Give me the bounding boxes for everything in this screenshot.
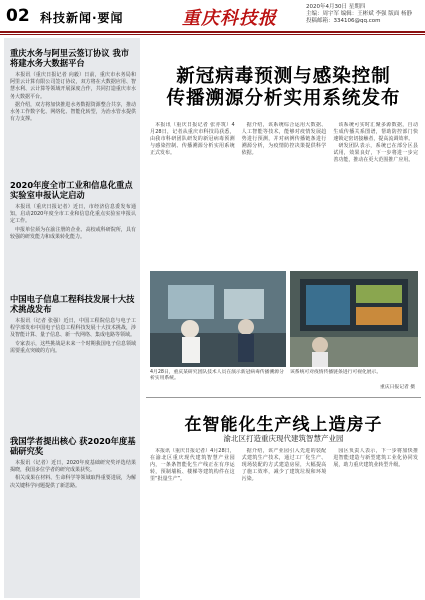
- page-header: [0, 0, 425, 40]
- lead-headline: [146, 66, 421, 110]
- story-paragraph: 园区负责人表示，下一步将加快推进智能建造与新型建筑工业化协同发展，助力重庆建筑业转型升级。: [333, 448, 418, 469]
- article-body: [10, 318, 136, 355]
- photo-caption-2: 该系统可对疫情传播链条进行可视化展示。: [290, 370, 382, 375]
- story-paragraph: 研发团队表示，系统已在部分区县试用，效果良好，下一步将进一步完善功能，推动在更大范围推广应用。: [333, 143, 418, 164]
- headline-line-2: 传播溯源分析实用系统发布: [166, 88, 401, 109]
- section-title: 科技新闻·要闻: [40, 11, 124, 25]
- issue-meta: [306, 4, 412, 25]
- news-photo-screen: [290, 271, 418, 367]
- sidebar-article-1: [10, 48, 136, 124]
- photo-credit: 重庆日报记者 摄: [380, 385, 416, 390]
- story-paragraph: 本报讯（重庆日报记者 张亦筑）4月28日，记者从重庆市科技局获悉，由我市科研团队研发的新冠病毒预测与感染控制、传播溯源分析实用系统正式发布。: [150, 122, 235, 157]
- story-divider: [146, 397, 421, 398]
- article-title: 重庆水务与阿里云签订协议 我市将建水务大数据平台: [10, 48, 130, 68]
- issue-date: 2020年4月30日 星期四: [306, 4, 366, 10]
- article-title: 中国电子信息工程科技发展十大技术挑战发布: [10, 294, 135, 314]
- article-body: [10, 72, 136, 123]
- news-photo-lab: [150, 271, 286, 367]
- article-paragraph: 本报讯（重庆日报记者 向毅）日前，重庆市水务局和阿里云计算有限公司签订协议，双方将在大数据应用、智慧水利、云计算等领域开展深度合作，共同打造重庆市水务大数据平台。: [10, 72, 136, 100]
- second-subheadline: 渝北区打造重庆现代建筑智慧产业园: [223, 434, 344, 443]
- story-paragraph: 据介绍，该系统综合运用大数据、人工智能等技术，能够对疫情发展趋势进行预测，并对病例传播链条进行溯源分析，为疫情防控决策提供科学依据。: [241, 122, 327, 157]
- left-sidebar: [4, 38, 140, 598]
- editor-credits: 主编：周宇军 编辑：王彬斌 李强 版面 杨静: [306, 11, 412, 17]
- story-paragraph: 据介绍，该产业园引入先进的装配式建筑生产技术，通过工厂化生产、现场装配的方式建造房屋，大幅提高了施工效率，减少了建筑垃圾和环境污染。: [241, 448, 327, 483]
- article-paragraph: 本报讯（记者 张强）近日，中国工程院信息与电子工程学部发布中国电子信息工程科技发展十大技术挑战，涉及智能计算、量子信息、新一代网络、集成电路等领域。: [10, 318, 136, 339]
- sidebar-article-4: [10, 436, 136, 491]
- page-number: 02: [6, 6, 30, 26]
- article-paragraph: 本报讯（记者）近日，2020年度基础研究奖评选结果揭晓，我国多位学者的研究成果获奖。: [10, 460, 136, 474]
- article-paragraph: 申报单位须为在渝注册的企业、高校或科研院所，具有较强的研发能力和成果转化能力。: [10, 226, 136, 240]
- headline-line-1: 新冠病毒预测与感染控制: [176, 66, 391, 87]
- article-paragraph: 据介绍，双方将加快推进水务数据资源整合共享，推动水务工作数字化、网络化、智能化转型，为治水管水提供有力支撑。: [10, 101, 136, 123]
- newspaper-masthead: 重庆科技报: [182, 8, 277, 29]
- header-rule-thin: [0, 34, 425, 35]
- sidebar-article-3: [10, 294, 136, 356]
- sidebar-article-2: [10, 180, 136, 242]
- article-title: 我国学者提出核心 获2020年度基础研究奖: [10, 436, 136, 456]
- lead-story-body: [150, 122, 418, 267]
- article-title: 2020年度全市工业和信息化重点实验室申报认定启动: [10, 180, 133, 200]
- second-story-body: [150, 448, 418, 596]
- article-body: [10, 204, 136, 241]
- second-headline: 在智能化生产线上造房子: [184, 415, 383, 435]
- article-body: [10, 460, 136, 490]
- story-paragraph: 该系统可实时汇聚多源数据，自动生成传播关系图谱，帮助防控部门快速锁定密切接触者，提高流调效率。: [333, 122, 418, 143]
- story-paragraph: 本报讯（重庆日报记者）4月28日，在渝北区重庆现代建筑智慧产业园内，一条条智能化生产线正在有序运转，预制墙板、楼梯等建筑构件在这里“批量生产”。: [150, 448, 235, 483]
- article-paragraph: 相关成果在材料、生命科学等领域取得重要进展，为解决关键科学问题提供了新思路。: [10, 475, 136, 489]
- article-paragraph: 本报讯（重庆日报记者）近日，市经济信息委发布通知，启动2020年度全市工业和信息化重点实验室申报认定工作。: [10, 204, 136, 225]
- article-paragraph: 专家表示，这些挑战是未来一个时期我国电子信息领域需要重点突破的方向。: [10, 340, 136, 354]
- photo-lab-illustration: [150, 271, 286, 367]
- photo-caption-1: 4月28日，重庆某研究团队技术人员在演示新冠病毒传播溯源分析实用系统。: [150, 370, 284, 382]
- photo-screen-illustration: [290, 271, 418, 367]
- contact-email: 投稿邮箱：334106@qq.com: [306, 18, 381, 24]
- header-rule: [0, 31, 425, 33]
